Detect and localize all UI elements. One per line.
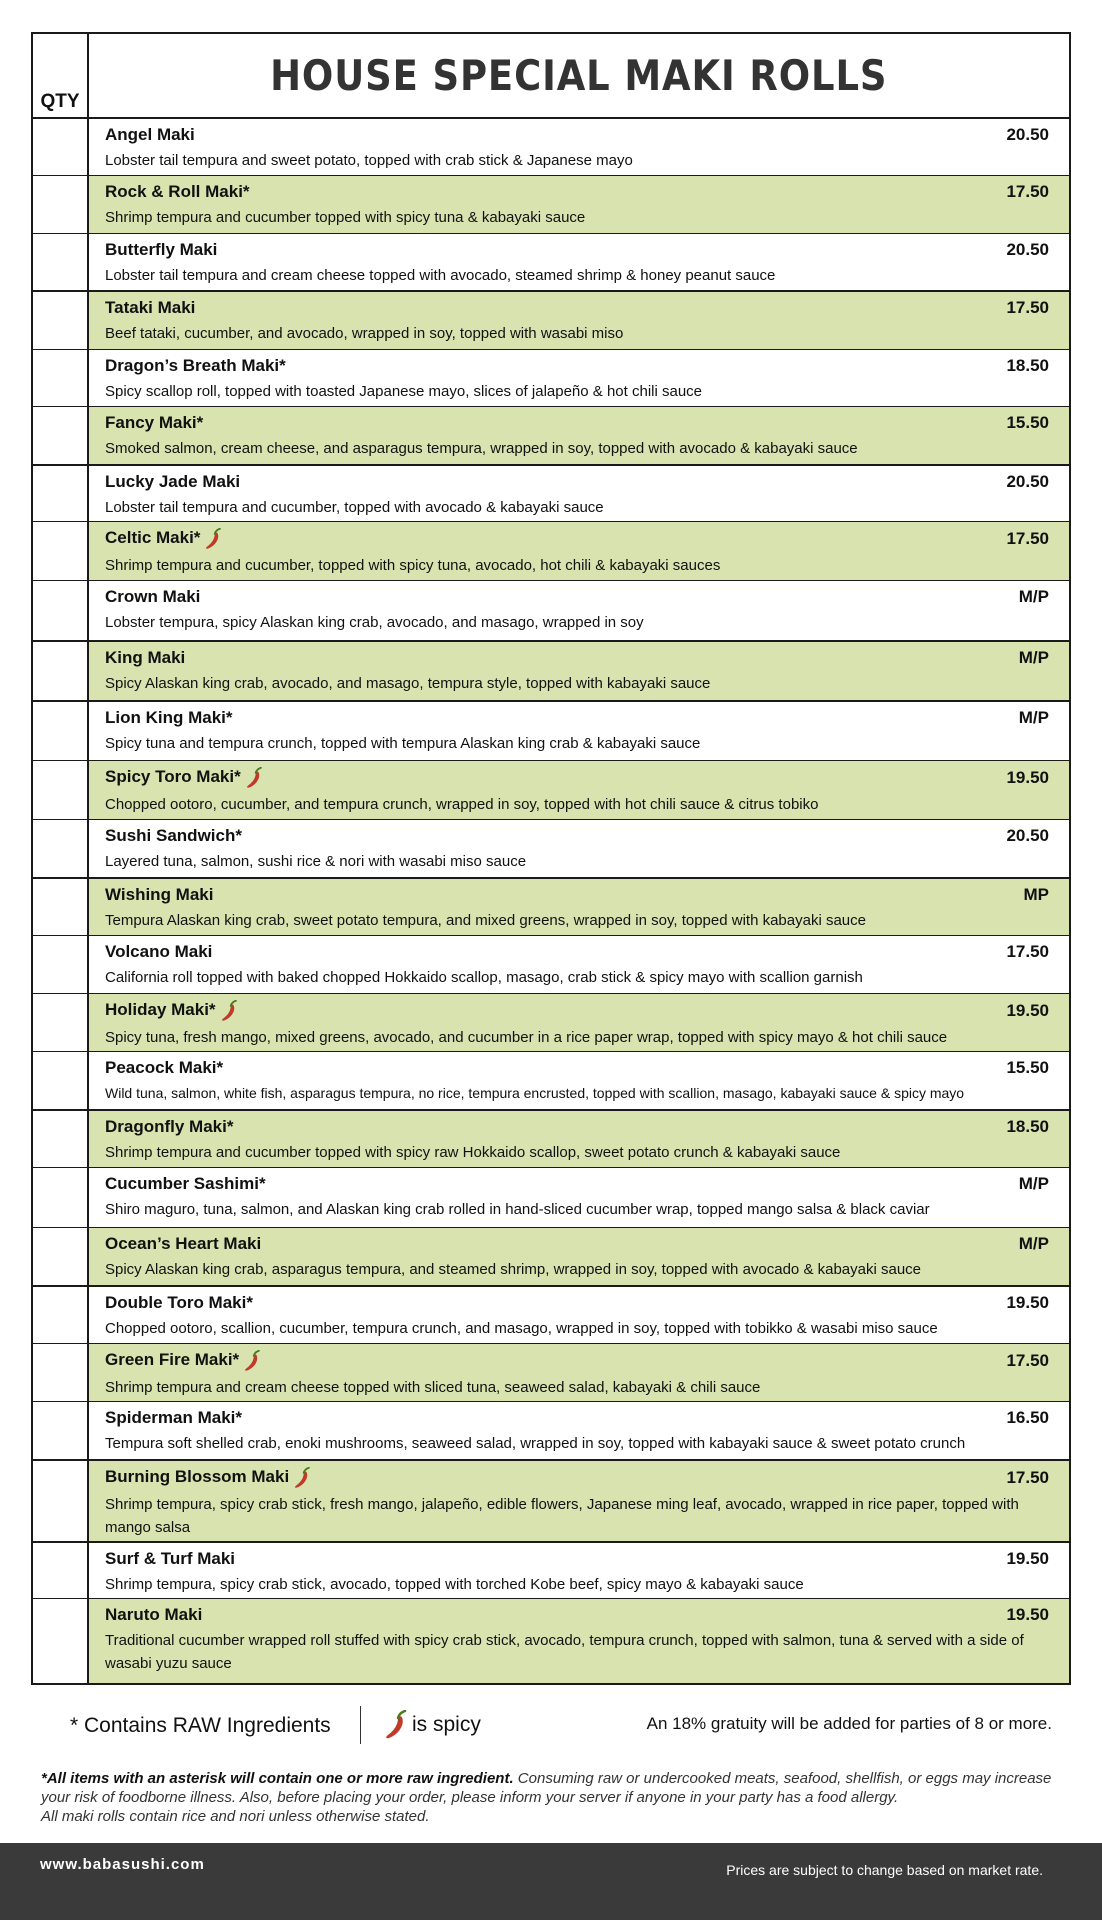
qty-cell[interactable] [33, 1111, 89, 1167]
item-price: 19.50 [1006, 1293, 1049, 1312]
item-name: Butterfly Maki [105, 240, 218, 259]
item-name: Green Fire Maki* [105, 1350, 240, 1370]
item-header [105, 1293, 1049, 1313]
qty-header: QTY [33, 34, 89, 117]
chili-pepper-icon [245, 767, 265, 789]
item-price: M/P [1018, 648, 1049, 667]
item-description: Shrimp tempura and cucumber topped with spicy tuna & kabayaki sauce [105, 209, 586, 226]
qty-cell[interactable] [33, 581, 89, 640]
item-name: King Maki [105, 648, 186, 667]
item-cell [89, 702, 1069, 760]
item-cell [89, 581, 1069, 640]
item-name-wrap [105, 1293, 253, 1313]
legend-divider [360, 1706, 361, 1744]
item-header [105, 1549, 1049, 1569]
item-cell [89, 292, 1069, 349]
item-name-wrap [105, 240, 217, 260]
item-price: M/P [1018, 587, 1049, 606]
qty-cell[interactable] [33, 820, 89, 877]
item-header [105, 708, 1049, 728]
item-name: Ocean’s Heart Maki [105, 1234, 262, 1253]
item-name-wrap [105, 708, 233, 728]
item-price: 18.50 [1006, 356, 1049, 375]
item-description: Lobster tempura, spicy Alaskan king crab, avocado, and masago, wrapped in soy [105, 614, 644, 631]
item-name-wrap [105, 1234, 261, 1254]
item-price: 17.50 [1006, 1468, 1049, 1487]
menu-item-row [33, 1541, 1069, 1598]
item-name: Spicy Toro Maki* [105, 767, 241, 787]
item-cell [89, 234, 1069, 290]
menu-item-row [33, 119, 1069, 175]
item-name-wrap [105, 1117, 233, 1137]
item-description: Spicy scallop roll, topped with toasted Japanese mayo, slices of jalapeño & hot chili sauce [105, 383, 703, 400]
item-price: 17.50 [1006, 298, 1049, 317]
item-name-wrap [105, 826, 242, 846]
chili-pepper-icon [293, 1467, 313, 1489]
item-name: Peacock Maki* [105, 1058, 224, 1077]
item-price: 20.50 [1006, 826, 1049, 845]
qty-cell[interactable] [33, 466, 89, 521]
menu-item-row [33, 175, 1069, 233]
item-cell [89, 1168, 1069, 1227]
raw-ingredients-note: * Contains RAW Ingredients [70, 1714, 331, 1737]
item-name: Rock & Roll Maki* [105, 182, 250, 201]
qty-cell[interactable] [33, 292, 89, 349]
item-name-wrap [105, 472, 240, 492]
item-cell [89, 1052, 1069, 1109]
chili-pepper-icon [384, 1710, 410, 1740]
qty-cell[interactable] [33, 642, 89, 700]
item-header [105, 528, 1049, 550]
item-description: Layered tuna, salmon, sushi rice & nori with wasabi miso sauce [105, 853, 527, 870]
item-name-wrap [105, 1350, 263, 1372]
item-name: Holiday Maki* [105, 1000, 216, 1020]
menu-item-row [33, 464, 1069, 521]
item-price: 16.50 [1006, 1408, 1049, 1427]
legend [0, 1700, 1102, 1750]
item-header [105, 1605, 1049, 1625]
item-header [105, 125, 1049, 145]
item-description: Tempura soft shelled crab, enoki mushrooms, seaweed salad, wrapped in soy, topped with kabayaki sauce & sweet potato crunch [105, 1435, 966, 1452]
item-price: 17.50 [1006, 1351, 1049, 1370]
item-description: Smoked salmon, cream cheese, and asparagus tempura, wrapped in soy, topped with avocado & kabayaki sauce [105, 440, 858, 457]
item-price: 19.50 [1006, 1001, 1049, 1020]
item-price: 18.50 [1006, 1117, 1049, 1136]
item-name: Double Toro Maki* [105, 1293, 253, 1312]
item-cell [89, 1543, 1069, 1598]
footer [0, 1843, 1102, 1920]
item-description: Lobster tail tempura and sweet potato, topped with crab stick & Japanese mayo [105, 152, 633, 169]
qty-cell[interactable] [33, 936, 89, 993]
item-cell [89, 350, 1069, 406]
item-cell [89, 407, 1069, 464]
chili-pepper-icon [243, 1350, 263, 1372]
item-cell [89, 936, 1069, 993]
item-header [105, 1174, 1049, 1194]
item-name-wrap [105, 182, 250, 202]
item-name-wrap [105, 1467, 313, 1489]
item-price: 17.50 [1006, 942, 1049, 961]
qty-cell[interactable] [33, 1543, 89, 1598]
item-name: Crown Maki [105, 587, 201, 606]
item-header [105, 767, 1049, 789]
disclaimer-note: All maki rolls contain rice and nori unless otherwise stated. [41, 1808, 430, 1825]
chili-pepper-icon [204, 528, 224, 550]
item-header [105, 1117, 1049, 1137]
item-cell [89, 119, 1069, 175]
item-name-wrap [105, 413, 203, 433]
item-cell [89, 466, 1069, 521]
item-description: Shrimp tempura and cucumber, topped with spicy tuna, avocado, hot chili & kabayaki sauces [105, 557, 721, 574]
item-name-wrap [105, 885, 213, 905]
menu-rows [33, 119, 1069, 1683]
item-name-wrap [105, 1549, 235, 1569]
item-price: M/P [1018, 1174, 1049, 1193]
item-name-wrap [105, 942, 212, 962]
qty-cell[interactable] [33, 1052, 89, 1109]
item-name-wrap [105, 1174, 266, 1194]
item-cell [89, 1287, 1069, 1343]
item-name: Sushi Sandwich* [105, 826, 242, 845]
item-header [105, 587, 1049, 607]
item-description: Shrimp tempura and cucumber topped with spicy raw Hokkaido scallop, sweet potato crunch & kabayaki sauce [105, 1144, 841, 1161]
item-name: Burning Blossom Maki [105, 1467, 290, 1487]
item-name: Spiderman Maki* [105, 1408, 242, 1427]
item-description: Beef tataki, cucumber, and avocado, wrapped in soy, topped with wasabi miso [105, 325, 624, 342]
item-cell [89, 994, 1069, 1051]
menu-item-row [33, 1285, 1069, 1343]
menu-item-row [33, 1167, 1069, 1227]
qty-cell[interactable] [33, 119, 89, 175]
qty-cell[interactable] [33, 702, 89, 760]
price-change-note: Prices are subject to change based on market rate. [726, 1862, 1043, 1878]
item-header [105, 298, 1049, 318]
item-cell [89, 761, 1069, 819]
item-price: MP [1023, 885, 1049, 904]
item-description: Chopped ootoro, scallion, cucumber, tempura crunch, and masago, wrapped in soy, topped with tobikko & wasabi miso sauce [105, 1320, 938, 1337]
item-description: Spicy tuna, fresh mango, mixed greens, avocado, and cucumber in a rice paper wrap, topped with spicy mayo & hot chili sauce [105, 1029, 948, 1046]
item-description: Spicy Alaskan king crab, avocado, and masago, tempura style, topped with kabayaki sauce [105, 675, 711, 692]
item-cell [89, 1402, 1069, 1459]
item-header [105, 1058, 1049, 1078]
item-price: 20.50 [1006, 472, 1049, 491]
qty-cell[interactable] [33, 879, 89, 935]
menu-item-row [33, 640, 1069, 700]
qty-cell[interactable] [33, 522, 89, 580]
item-name: Lion King Maki* [105, 708, 233, 727]
item-name-wrap [105, 1605, 202, 1625]
item-description: Wild tuna, salmon, white fish, asparagus tempura, no rice, tempura encrusted, topped with scallion, masago, kabayaki sauce & spicy mayo [105, 1085, 965, 1101]
item-name: Dragonfly Maki* [105, 1117, 234, 1136]
item-description: Traditional cucumber wrapped roll stuffed with spicy crab stick, avocado, tempura crunch, topped with salmon, tuna & served with a side of wasabi yuzu sauce [105, 1632, 1024, 1672]
item-name-wrap [105, 1058, 223, 1078]
item-cell [89, 879, 1069, 935]
menu-item-row [33, 1109, 1069, 1167]
qty-cell[interactable] [33, 1344, 89, 1401]
item-name-wrap [105, 767, 265, 789]
item-price: 19.50 [1006, 1549, 1049, 1568]
item-price: 20.50 [1006, 240, 1049, 259]
qty-cell[interactable] [33, 1287, 89, 1343]
item-price: 15.50 [1006, 1058, 1049, 1077]
gratuity-note: An 18% gratuity will be added for parties of 8 or more. [646, 1714, 1052, 1733]
menu-item-row [33, 819, 1069, 877]
item-header [105, 1000, 1049, 1022]
item-name: Cucumber Sashimi* [105, 1174, 266, 1193]
item-cell [89, 642, 1069, 700]
disclaimer-text: Consuming raw or undercooked meats, seafood, shellfish, or eggs may increase your risk of foodborne illness. Also, before placing your order, please inform your server if anyone in your party has a food allergy. [41, 1770, 1052, 1806]
item-price: 19.50 [1006, 768, 1049, 787]
item-description: California roll topped with baked chopped Hokkaido scallop, masago, crab stick & spicy mayo with scallion garnish [105, 969, 863, 986]
item-price: M/P [1018, 1234, 1049, 1253]
item-header [105, 472, 1049, 492]
disclaimer [41, 1769, 1061, 1826]
item-header [105, 942, 1049, 962]
page-title: HOUSE SPECIAL MAKI ROLLS [270, 51, 888, 100]
item-name: Dragon’s Breath Maki* [105, 356, 286, 375]
qty-cell[interactable] [33, 1461, 89, 1541]
qty-cell[interactable] [33, 994, 89, 1051]
menu-item-row [33, 877, 1069, 935]
qty-cell[interactable] [33, 1168, 89, 1227]
qty-cell[interactable] [33, 761, 89, 819]
qty-cell[interactable] [33, 350, 89, 406]
menu-item-row [33, 1051, 1069, 1109]
item-name-wrap [105, 298, 195, 318]
spicy-legend-label: is spicy [412, 1713, 481, 1736]
item-header [105, 240, 1049, 260]
item-name: Fancy Maki* [105, 413, 204, 432]
item-cell [89, 1228, 1069, 1285]
menu-header [33, 34, 1069, 119]
item-header [105, 1408, 1049, 1428]
item-price: 20.50 [1006, 125, 1049, 144]
item-cell [89, 1461, 1069, 1541]
item-name-wrap [105, 648, 185, 668]
menu-item-row [33, 1343, 1069, 1401]
chili-pepper-icon [220, 1000, 240, 1022]
item-price: M/P [1018, 708, 1049, 727]
item-header [105, 826, 1049, 846]
item-description: Spicy Alaskan king crab, asparagus tempura, and steamed shrimp, wrapped in soy, topped with avocado & kabayaki sauce [105, 1261, 922, 1278]
item-description: Shiro maguro, tuna, salmon, and Alaskan king crab rolled in hand-sliced cucumber wrap, topped mango salsa & black caviar [105, 1201, 930, 1218]
item-header [105, 413, 1049, 433]
item-header [105, 1467, 1049, 1489]
item-name: Angel Maki [105, 125, 195, 144]
item-header [105, 648, 1049, 668]
item-description: Chopped ootoro, cucumber, and tempura crunch, wrapped in soy, topped with hot chili sauce & citrus tobiko [105, 796, 819, 813]
item-cell [89, 1599, 1069, 1683]
menu-item-row [33, 406, 1069, 464]
menu-item-row [33, 233, 1069, 290]
item-name: Surf & Turf Maki [105, 1549, 236, 1568]
item-description: Shrimp tempura, spicy crab stick, fresh mango, jalapeño, edible flowers, Japanese ming leaf, avocado, wrapped in rice paper, topped with mango salsa [105, 1496, 1019, 1536]
item-description: Shrimp tempura, spicy crab stick, avocado, topped with torched Kobe beef, spicy mayo & kabayaki sauce [105, 1576, 804, 1593]
item-name: Celtic Maki* [105, 528, 201, 548]
item-header [105, 356, 1049, 376]
menu-item-row [33, 993, 1069, 1051]
item-name: Tataki Maki [105, 298, 196, 317]
menu-item-row [33, 935, 1069, 993]
item-price: 19.50 [1006, 1605, 1049, 1624]
item-header [105, 885, 1049, 905]
qty-cell[interactable] [33, 1402, 89, 1459]
item-description: Tempura Alaskan king crab, sweet potato tempura, and mixed greens, wrapped in soy, topped with kabayaki sauce [105, 912, 866, 929]
item-cell [89, 1344, 1069, 1401]
item-cell [89, 522, 1069, 580]
item-description: Spicy tuna and tempura crunch, topped with tempura Alaskan king crab & kabayaki sauce [105, 735, 701, 752]
item-name-wrap [105, 587, 200, 607]
item-header [105, 182, 1049, 202]
item-name: Naruto Maki [105, 1605, 203, 1624]
item-name-wrap [105, 1408, 242, 1428]
item-name-wrap [105, 528, 224, 550]
menu-table [31, 32, 1071, 1685]
item-price: 17.50 [1006, 529, 1049, 548]
item-price: 15.50 [1006, 413, 1049, 432]
menu-item-row [33, 290, 1069, 349]
item-name-wrap [105, 356, 286, 376]
menu-item-row [33, 1459, 1069, 1541]
menu-item-row [33, 1227, 1069, 1285]
title-cell [89, 34, 1069, 117]
menu-item-row [33, 1401, 1069, 1459]
spicy-legend [384, 1710, 481, 1740]
item-cell [89, 820, 1069, 877]
item-cell [89, 176, 1069, 233]
qty-cell[interactable] [33, 176, 89, 233]
menu-item-row [33, 760, 1069, 819]
item-price: 17.50 [1006, 182, 1049, 201]
website-link[interactable]: www.babasushi.com [40, 1856, 205, 1873]
item-description: Lobster tail tempura and cream cheese topped with avocado, steamed shrimp & honey peanut sauce [105, 267, 776, 284]
item-cell [89, 1111, 1069, 1167]
item-name-wrap [105, 125, 195, 145]
qty-cell[interactable] [33, 1228, 89, 1285]
menu-item-row [33, 700, 1069, 760]
item-description: Lobster tail tempura and cucumber, topped with avocado & kabayaki sauce [105, 499, 604, 516]
item-name: Lucky Jade Maki [105, 472, 241, 491]
menu-item-row [33, 1598, 1069, 1683]
item-name: Wishing Maki [105, 885, 214, 904]
menu-item-row [33, 521, 1069, 580]
qty-cell[interactable] [33, 234, 89, 290]
item-header [105, 1234, 1049, 1254]
menu-item-row [33, 349, 1069, 406]
menu-item-row [33, 580, 1069, 640]
qty-cell[interactable] [33, 1599, 89, 1683]
item-header [105, 1350, 1049, 1372]
item-description: Shrimp tempura and cream cheese topped with sliced tuna, seaweed salad, kabayaki & chili sauce [105, 1379, 761, 1396]
item-name: Volcano Maki [105, 942, 213, 961]
qty-cell[interactable] [33, 407, 89, 464]
disclaimer-bold: *All items with an asterisk will contain one or more raw ingredient. [41, 1770, 514, 1787]
item-name-wrap [105, 1000, 240, 1022]
